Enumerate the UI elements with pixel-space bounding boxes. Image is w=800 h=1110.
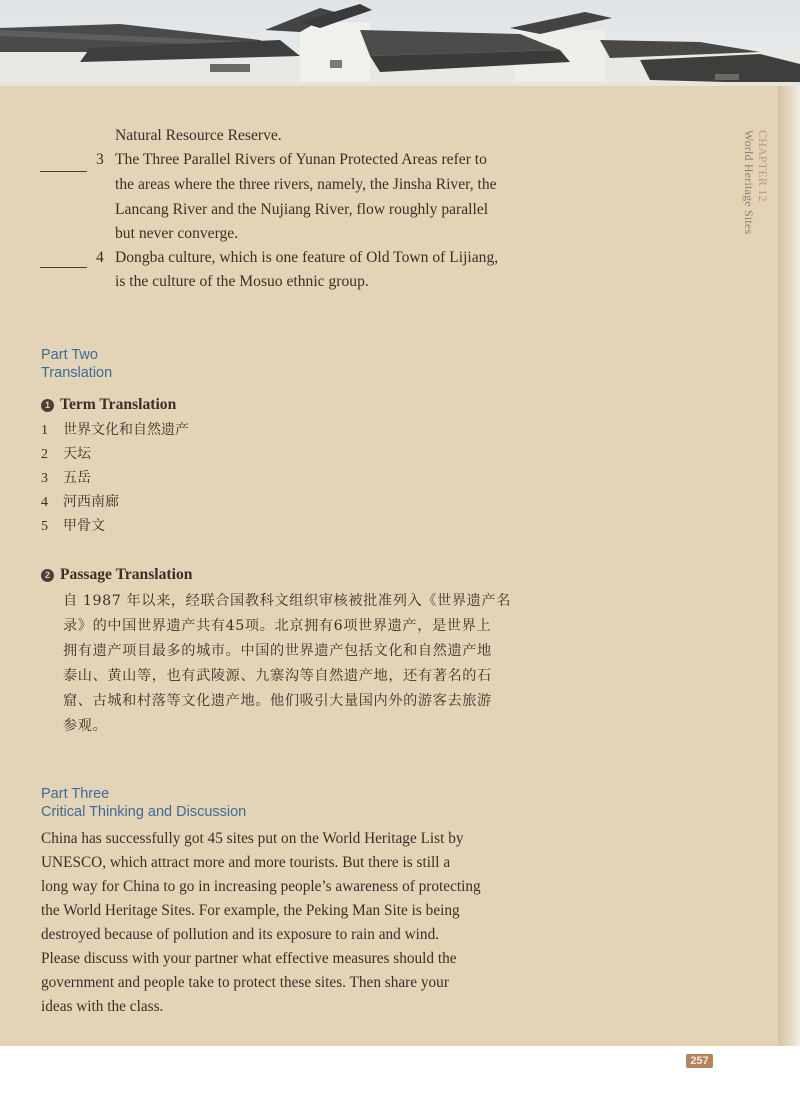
passage-line: 拥有遗产项目最多的城市。中国的世界遗产包括文化和自然遗产地 (63, 643, 492, 659)
chapter-label: CHAPTER 12 (756, 130, 770, 202)
chapter-title: World Heritage Sites (742, 130, 756, 235)
page-number: 257 (686, 1054, 713, 1068)
term-item: 4 河西南廊 (41, 495, 119, 510)
number-badge-icon: 2 (41, 569, 54, 582)
discussion-line: China has successfully got 45 sites put on the World Heritage List by (41, 830, 464, 847)
rooftop-banner-image (0, 0, 800, 100)
item-4-line: is the culture of the Mosuo ethnic group. (115, 273, 369, 290)
discussion-line: destroyed because of pollution and its exposure to rain and wind. (41, 926, 440, 943)
passage-line: 自 1987 年以来，经联合国教科文组织审核被批准列入《世界遗产名 (63, 593, 511, 609)
passage-line: 泰山、黄山等，也有武陵源、九寨沟等自然遗产地，还有著名的石 (63, 668, 492, 684)
answer-blank-3[interactable] (40, 171, 87, 172)
exercise-continued-line: Natural Resource Reserve. (115, 127, 282, 144)
page-edge (778, 86, 800, 1046)
discussion-line: Please discuss with your partner what effective measures should the (41, 950, 457, 967)
item-4-line: Dongba culture, which is one feature of Old Town of Lijiang, (115, 249, 499, 266)
discussion-line: ideas with the class. (41, 998, 164, 1015)
answer-blank-4[interactable] (40, 267, 87, 268)
item-3-line: but never converge. (115, 225, 239, 242)
number-badge-icon: 1 (41, 399, 54, 412)
term-item: 5 甲骨文 (41, 519, 105, 534)
term-translation-title: Term Translation (60, 396, 177, 413)
chapter-sidebar (740, 130, 774, 260)
term-item: 3 五岳 (41, 471, 91, 486)
item-3-line: The Three Parallel Rivers of Yunan Protected Areas refer to (115, 151, 487, 168)
passage-line: 窟、古城和村落等文化遗产地。他们吸引大量国内外的游客去旅游 (63, 693, 492, 709)
term-item: 2 天坛 (41, 447, 91, 462)
item-3-line: the areas where the three rivers, namely, the Jinsha River, the (115, 176, 497, 193)
part-two-title: Translation (41, 365, 113, 381)
item-3-line: Lancang River and the Nujiang River, flow roughly parallel (115, 201, 489, 218)
discussion-line: government and people take to protect these sites. Then share your (41, 974, 449, 991)
part-three-label: Part Three (41, 786, 110, 802)
part-three-title: Critical Thinking and Discussion (41, 804, 247, 820)
item-number: 3 (96, 151, 104, 168)
part-two-label: Part Two (41, 347, 98, 363)
passage-translation-title: Passage Translation (60, 566, 193, 583)
discussion-line: long way for China to go in increasing people’s awareness of protecting (41, 878, 481, 895)
passage-line: 参观。 (63, 718, 108, 734)
discussion-line: UNESCO, which attract more and more tourists. But there is still a (41, 854, 451, 871)
passage-line: 录》的中国世界遗产共有45项。北京拥有6项世界遗产，是世界上 (63, 618, 492, 634)
passage-translation-heading (41, 564, 192, 586)
term-translation-heading (41, 394, 176, 416)
item-number: 4 (96, 249, 104, 266)
term-item: 1 世界文化和自然遗产 (41, 423, 189, 438)
discussion-line: the World Heritage Sites. For example, the Peking Man Site is being (41, 902, 460, 919)
